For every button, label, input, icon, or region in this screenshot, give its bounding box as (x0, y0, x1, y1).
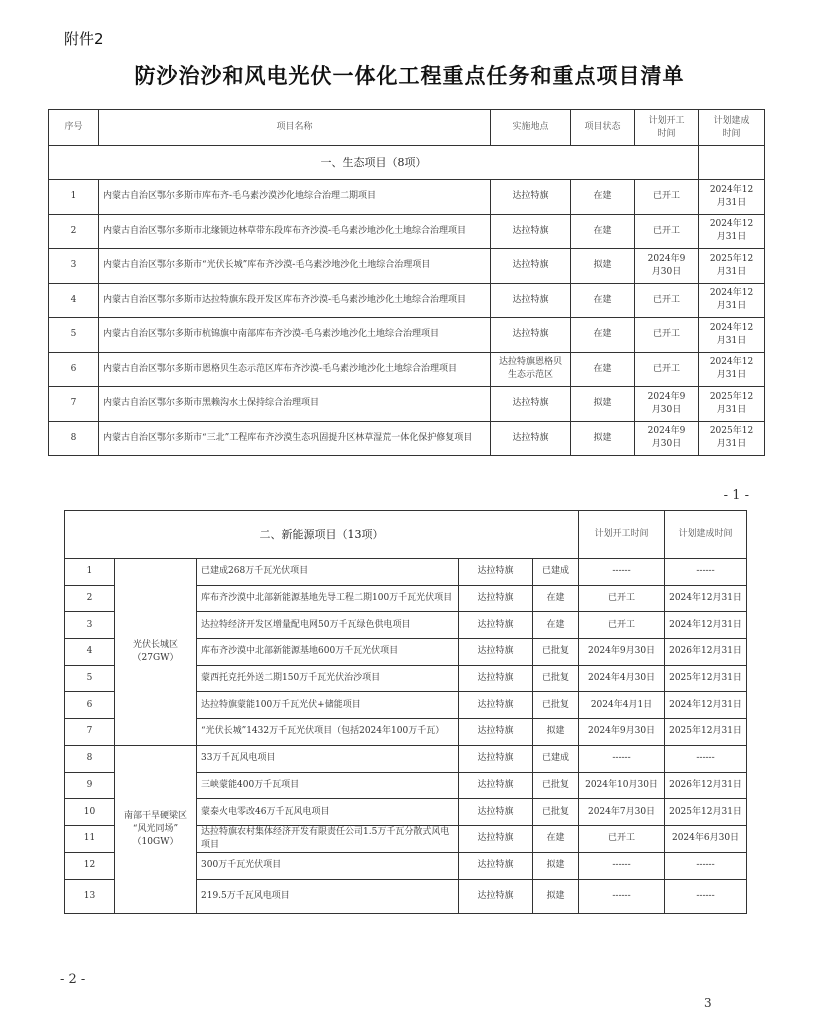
table-cell: 达拉特旗 (459, 719, 533, 746)
table-cell: 达拉特旗 (459, 585, 533, 612)
table-cell: 2024年7月30日 (579, 799, 665, 826)
section-heading: 二、新能源项目（13项） (65, 511, 579, 559)
table-cell: 内蒙古自治区鄂尔多斯市恩格贝生态示范区库布齐沙漠-毛乌素沙地沙化土地综合治理项目 (99, 352, 491, 387)
table-cell: 达拉特旗 (459, 692, 533, 719)
page-number-2: - 2 - (60, 972, 86, 987)
table-cell: 拟建 (571, 421, 635, 456)
table-cell: 拟建 (571, 387, 635, 422)
table-row (49, 318, 765, 353)
table-cell: 2024年12 月31日 (699, 283, 765, 318)
table-cell: 已批复 (533, 665, 579, 692)
table-cell: 2024年12月31日 (665, 692, 747, 719)
table-cell: 2024年12月31日 (665, 612, 747, 639)
table-cell: 3 (49, 249, 99, 284)
header-cell: 实施地点 (491, 110, 571, 146)
table-cell: 达拉特旗 (459, 559, 533, 586)
table-cell: 内蒙古自治区鄂尔多斯市杭锦旗中南部库布齐沙漠-毛乌素沙地沙化土地综合治理项目 (99, 318, 491, 353)
table-cell: 蒙西托克托外送二期150万千瓦光伏治沙项目 (197, 665, 459, 692)
table-cell: ------ (579, 559, 665, 586)
table-cell: 2025年12月31日 (665, 719, 747, 746)
table-cell: 达拉特旗 (459, 665, 533, 692)
table-row (49, 421, 765, 456)
header-cell: 计划建成 时间 (699, 110, 765, 146)
table-cell: ------ (665, 879, 747, 913)
table-cell: 6 (49, 352, 99, 387)
table-cell: 已开工 (635, 180, 699, 215)
table-cell: 达拉特旗 (459, 639, 533, 666)
table-row (49, 110, 765, 146)
table-cell: ------ (665, 745, 747, 772)
table-cell: 达拉特经济开发区增量配电网50万千瓦绿色供电项目 (197, 612, 459, 639)
table-cell: 拟建 (571, 249, 635, 284)
table-cell: 2026年12月31日 (665, 639, 747, 666)
header-cell: 计划开工时间 (579, 511, 665, 559)
table-cell: 4 (65, 639, 115, 666)
table-cell: ------ (665, 559, 747, 586)
attachment-label: 附件2 (64, 30, 104, 48)
table-cell: 2024年12 月31日 (699, 352, 765, 387)
table-cell: 6 (65, 692, 115, 719)
table-cell: 13 (65, 879, 115, 913)
table-cell: 内蒙古自治区鄂尔多斯市库布齐-毛乌素沙漠沙化地综合治理二期项目 (99, 180, 491, 215)
table-cell: 已开工 (635, 283, 699, 318)
table-cell: 8 (65, 745, 115, 772)
table-cell: 2025年12 月31日 (699, 387, 765, 422)
table-cell: 已建成 (533, 559, 579, 586)
table-cell: 在建 (571, 283, 635, 318)
table-cell: 2024年4月30日 (579, 665, 665, 692)
table-cell: 在建 (571, 180, 635, 215)
table-cell: ------ (665, 852, 747, 879)
table-cell: 达拉特旗农村集体经济开发有限责任公司1.5万千瓦分散式风电项目 (197, 825, 459, 852)
table-cell: ------ (579, 879, 665, 913)
table-cell: 2 (65, 585, 115, 612)
table-cell: 达拉特旗 (491, 421, 571, 456)
page-number-3: 3 (704, 996, 712, 1010)
table-cell: 达拉特旗蒙能100万千瓦光伏+储能项目 (197, 692, 459, 719)
table-cell: 2024年9月30日 (579, 719, 665, 746)
table-cell: 2024年4月1日 (579, 692, 665, 719)
table-cell: 2024年9月30日 (579, 639, 665, 666)
table-row (65, 745, 747, 772)
table-cell: 2024年9 月30日 (635, 387, 699, 422)
header-cell: 计划开工 时间 (635, 110, 699, 146)
table-cell: 达拉特旗恩格贝 生态示范区 (491, 352, 571, 387)
table-row (49, 180, 765, 215)
table-cell: 1 (49, 180, 99, 215)
table-cell: 在建 (533, 825, 579, 852)
table-cell: 已建成268万千瓦光伏项目 (197, 559, 459, 586)
table-cell: 达拉特旗 (459, 799, 533, 826)
table-cell: 2024年10月30日 (579, 772, 665, 799)
table-cell: 5 (65, 665, 115, 692)
table-cell: 已开工 (635, 318, 699, 353)
table-row (49, 214, 765, 249)
table-cell: 10 (65, 799, 115, 826)
section-heading: 一、生态项目（8项） (49, 146, 699, 180)
table-cell: 内蒙古自治区鄂尔多斯市“光伏长城”库布齐沙漠-毛乌素沙地沙化土地综合治理项目 (99, 249, 491, 284)
table-cell: 2024年12 月31日 (699, 318, 765, 353)
table-cell: 3 (65, 612, 115, 639)
table-cell: 达拉特旗 (491, 214, 571, 249)
table-cell: 5 (49, 318, 99, 353)
header-cell: 计划建成时间 (665, 511, 747, 559)
table-cell: 达拉特旗 (459, 612, 533, 639)
table-cell: 内蒙古自治区鄂尔多斯市“三北”工程库布齐沙漠生态巩固提升区林草湿荒一体化保护修复项目 (99, 421, 491, 456)
group-label: 光伏长城区 （27GW） (115, 559, 197, 746)
table-row (49, 387, 765, 422)
table-cell: 已开工 (579, 612, 665, 639)
table-cell: 在建 (533, 612, 579, 639)
group-label: 南部干旱硬梁区 “风光同场” （10GW） (115, 745, 197, 913)
table-cell: 蒙泰火电零改46万千瓦风电项目 (197, 799, 459, 826)
table-cell: 已建成 (533, 745, 579, 772)
table-cell: 达拉特旗 (491, 283, 571, 318)
table-cell: 达拉特旗 (491, 318, 571, 353)
table-cell: 拟建 (533, 719, 579, 746)
table-cell: 1 (65, 559, 115, 586)
document-title: 防沙治沙和风电光伏一体化工程重点任务和重点项目清单 (134, 64, 685, 88)
page-number-1: - 1 - (723, 488, 749, 503)
table-cell: 内蒙古自治区鄂尔多斯市北缘锁边林草带东段库布齐沙漠-毛乌素沙地沙化土地综合治理项目 (99, 214, 491, 249)
table-cell: “光伏长城”1432万千瓦光伏项目（包括2024年100万千瓦） (197, 719, 459, 746)
table-cell: 11 (65, 825, 115, 852)
table-cell: 已开工 (579, 585, 665, 612)
table-row (49, 283, 765, 318)
table-cell: 2024年12 月31日 (699, 180, 765, 215)
table-cell: ------ (579, 745, 665, 772)
table-cell: 2 (49, 214, 99, 249)
table-cell: 12 (65, 852, 115, 879)
table-cell: 7 (49, 387, 99, 422)
table-cell: 2024年9 月30日 (635, 421, 699, 456)
table-cell: 达拉特旗 (459, 825, 533, 852)
table-cell: 9 (65, 772, 115, 799)
table-cell: 8 (49, 421, 99, 456)
table-cell: 拟建 (533, 879, 579, 913)
table-cell: 内蒙古自治区鄂尔多斯市达拉特旗东段开发区库布齐沙漠-毛乌素沙地沙化土地综合治理项目 (99, 283, 491, 318)
table-row (49, 249, 765, 284)
ecology-projects-table (48, 109, 765, 456)
table-cell: 达拉特旗 (491, 387, 571, 422)
table-cell: 库布齐沙漠中北部新能源基地600万千瓦光伏项目 (197, 639, 459, 666)
table-cell: 已开工 (635, 214, 699, 249)
table-cell: 2024年12 月31日 (699, 214, 765, 249)
table-cell: ------ (579, 852, 665, 879)
table-cell: 已批复 (533, 799, 579, 826)
table-cell: 33万千瓦风电项目 (197, 745, 459, 772)
header-cell: 项目状态 (571, 110, 635, 146)
table-cell: 内蒙古自治区鄂尔多斯市黑赖沟水土保持综合治理项目 (99, 387, 491, 422)
table-cell: 2025年12月31日 (665, 665, 747, 692)
table-cell: 2025年12 月31日 (699, 249, 765, 284)
table-cell: 达拉特旗 (459, 745, 533, 772)
table-cell: 300万千瓦光伏项目 (197, 852, 459, 879)
table-cell: 拟建 (533, 852, 579, 879)
header-cell: 项目名称 (99, 110, 491, 146)
energy-projects-table (64, 510, 747, 914)
table-row (49, 352, 765, 387)
table-cell: 已开工 (635, 352, 699, 387)
table-cell: 在建 (571, 352, 635, 387)
table-cell: 已批复 (533, 692, 579, 719)
table-cell: 已开工 (579, 825, 665, 852)
table-cell: 在建 (571, 214, 635, 249)
table-cell: 7 (65, 719, 115, 746)
table-cell: 4 (49, 283, 99, 318)
table-cell: 库布齐沙漠中北部新能源基地先导工程二期100万千瓦光伏项目 (197, 585, 459, 612)
table-row (65, 559, 747, 586)
table-cell: 达拉特旗 (459, 852, 533, 879)
table-cell: 219.5万千瓦风电项目 (197, 879, 459, 913)
table-cell: 2024年12月31日 (665, 585, 747, 612)
table-cell: 三峡蒙能400万千瓦项目 (197, 772, 459, 799)
table-row (49, 146, 765, 180)
table-row (65, 511, 747, 559)
table-cell: 2025年12 月31日 (699, 421, 765, 456)
table-cell: 在建 (533, 585, 579, 612)
table-cell: 2024年9 月30日 (635, 249, 699, 284)
table-cell: 2025年12月31日 (665, 799, 747, 826)
table-cell: 2026年12月31日 (665, 772, 747, 799)
table-cell: 2024年6月30日 (665, 825, 747, 852)
empty-cell (699, 146, 765, 180)
table-cell: 已批复 (533, 772, 579, 799)
table-cell: 已批复 (533, 639, 579, 666)
table-cell: 在建 (571, 318, 635, 353)
table-cell: 达拉特旗 (459, 772, 533, 799)
table-cell: 达拉特旗 (491, 180, 571, 215)
header-cell: 序号 (49, 110, 99, 146)
table-cell: 达拉特旗 (459, 879, 533, 913)
table-cell: 达拉特旗 (491, 249, 571, 284)
